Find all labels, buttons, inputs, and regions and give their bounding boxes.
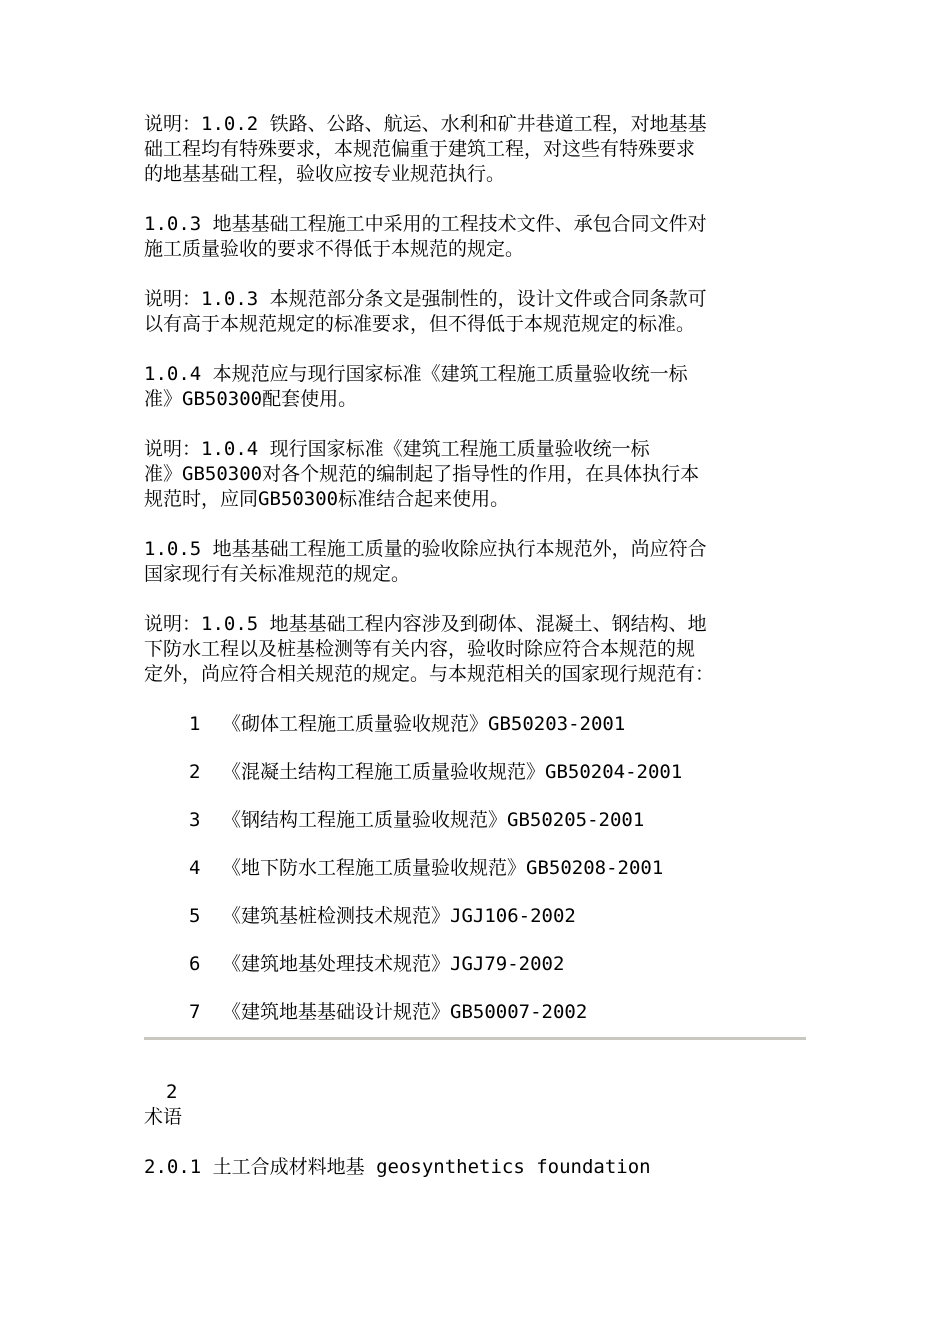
paragraph-line: 定外，尚应符合相关规范的规定。与本规范相关的国家现行规范有：	[144, 663, 715, 685]
list-item-text: 《建筑基桩检测技术规范》JGJ106-2002	[222, 905, 576, 927]
paragraph	[144, 612, 809, 687]
list-item	[144, 952, 809, 977]
paragraph-line: 下防水工程以及桩基检测等有关内容，验收时除应符合本规范的规	[144, 638, 696, 660]
list-item	[144, 760, 809, 785]
paragraph	[144, 437, 809, 512]
paragraph	[144, 287, 809, 337]
paragraph-line: 说明：1.0.4 现行国家标准《建筑工程施工质量验收统一标	[144, 438, 650, 460]
list-item-number: 4	[189, 857, 201, 879]
paragraph-line: 1.0.3 地基基础工程施工中采用的工程技术文件、承包合同文件对	[144, 213, 707, 235]
paragraph-line: 的地基基础工程，验收应按专业规范执行。	[144, 163, 506, 185]
paragraph-line: 施工质量验收的要求不得低于本规范的规定。	[144, 238, 525, 260]
paragraph-line: 1.0.5 地基基础工程施工质量的验收除应执行本规范外，尚应符合	[144, 538, 707, 560]
section-heading	[144, 1080, 182, 1130]
paragraph-line: 础工程均有特殊要求，本规范偏重于建筑工程，对这些有特殊要求	[144, 138, 696, 160]
list-item-text: 《砌体工程施工质量验收规范》GB50203-2001	[222, 713, 626, 735]
list-item-number: 5	[189, 905, 201, 927]
document-body	[144, 112, 809, 1048]
paragraph-line: 准》GB50300配套使用。	[144, 388, 358, 410]
list-item	[144, 1000, 809, 1025]
paragraph	[144, 362, 809, 412]
list-item-text: 《地下防水工程施工质量验收规范》GB50208-2001	[222, 857, 664, 879]
paragraph-line: 准》GB50300对各个规范的编制起了指导性的作用，在具体执行本	[144, 463, 700, 485]
paragraph-line: 1.0.4 本规范应与现行国家标准《建筑工程施工质量验收统一标	[144, 363, 688, 385]
paragraphs	[144, 112, 809, 687]
term-definition: 2.0.1 土工合成材料地基 geosynthetics foundation	[144, 1156, 651, 1178]
list-item-text: 《混凝土结构工程施工质量验收规范》GB50204-2001	[222, 761, 683, 783]
paragraph-line: 以有高于本规范规定的标准要求，但不得低于本规范规定的标准。	[144, 313, 696, 335]
section-divider	[144, 1037, 806, 1040]
list-item	[144, 808, 809, 833]
paragraph-line: 说明：1.0.5 地基基础工程内容涉及到砌体、混凝土、钢结构、地	[144, 613, 707, 635]
list-item-text: 《钢结构工程施工质量验收规范》GB50205-2001	[222, 809, 645, 831]
paragraph-line: 说明：1.0.3 本规范部分条文是强制性的，设计文件或合同条款可	[144, 288, 707, 310]
paragraph	[144, 112, 809, 187]
paragraph	[144, 537, 809, 587]
paragraph-line: 国家现行有关标准规范的规定。	[144, 563, 411, 585]
list-item	[144, 856, 809, 881]
paragraph-line: 说明：1.0.2 铁路、公路、航运、水利和矿井巷道工程，对地基基	[144, 113, 707, 135]
paragraph	[144, 212, 809, 262]
list-item	[144, 904, 809, 929]
list-item-text: 《建筑地基基础设计规范》GB50007-2002	[222, 1001, 588, 1023]
list-item	[144, 712, 809, 737]
list-item-number: 2	[189, 761, 201, 783]
standards-list	[144, 712, 809, 1025]
section-title: 术语	[144, 1106, 183, 1128]
list-item-number: 1	[189, 713, 201, 735]
section-number: 2	[166, 1081, 178, 1103]
list-item-text: 《建筑地基处理技术规范》JGJ79-2002	[222, 953, 565, 975]
paragraph-line: 规范时，应同GB50300标准结合起来使用。	[144, 488, 510, 510]
list-item-number: 6	[189, 953, 201, 975]
list-item-number: 3	[189, 809, 201, 831]
list-item-number: 7	[189, 1001, 201, 1023]
